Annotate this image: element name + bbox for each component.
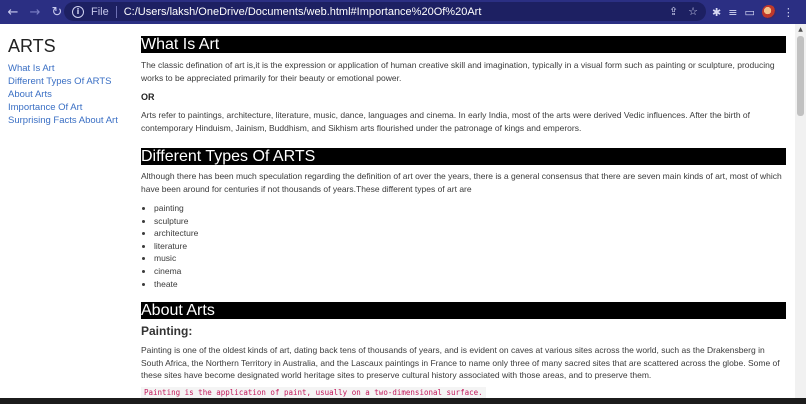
extensions-icon[interactable]: ✱ xyxy=(712,5,722,19)
share-icon[interactable]: ⇪ xyxy=(668,5,679,18)
toolbar-actions xyxy=(712,0,794,24)
sidebar-link-about[interactable]: About Arts xyxy=(8,89,52,100)
list-item: • painting xyxy=(154,202,786,215)
sidebar xyxy=(8,36,133,127)
scrollbar-thumb[interactable] xyxy=(797,36,804,116)
url-text[interactable]: C:/Users/laksh/OneDrive/Documents/web.html#Importance%20Of%20Art xyxy=(123,5,482,18)
profile-avatar[interactable] xyxy=(762,5,776,19)
types-paragraph: Although there has been much speculation regarding the definition of art over the years, there is a general consensus that there are seven main kinds of art, most of which have been around for centuries if not thousands of years.These different types of art are xyxy=(141,171,782,194)
painting-paragraph: Painting is one of the oldest kinds of art, dating back tens of thousands of years, and is evident on caves at various sites across the world, such as the Drakensberg in South Africa, the Northern Territory in Australia, and the Lascaux paintings in France to name only three of many sacred sites that are scattered across the globe. Some of these sites have become designated world heritage sites to preserve cultural history associated with those areas, and to preserve them. xyxy=(141,345,780,381)
list-item: • cinema xyxy=(154,265,786,278)
reload-icon[interactable]: ↻ xyxy=(51,4,63,20)
main-content xyxy=(141,36,786,400)
section-heading-types: Different Types Of ARTS xyxy=(141,148,786,165)
sidebar-link-what-is-art[interactable]: What Is Art xyxy=(8,63,55,74)
omnibox-actions xyxy=(669,2,698,21)
forward-icon[interactable]: → xyxy=(29,4,41,20)
list-item: • theate xyxy=(154,278,786,291)
scroll-up-icon[interactable]: ▲ xyxy=(798,26,803,33)
painting-subheading: Painting: xyxy=(141,324,193,339)
page-scrollbar[interactable] xyxy=(795,24,806,398)
list-item: • music xyxy=(154,252,786,265)
sidebar-link-types[interactable]: Different Types Of ARTS xyxy=(8,76,112,87)
taskbar-edge xyxy=(0,398,806,404)
star-icon[interactable]: ☆ xyxy=(688,5,698,18)
browser-toolbar xyxy=(0,0,806,24)
painting-code-note: Painting is the application of paint, usually on a two-dimensional surface. xyxy=(141,387,486,398)
list-item: • architecture xyxy=(154,227,786,240)
list-item: • literature xyxy=(154,240,786,253)
sidebar-link-importance[interactable]: Importance Of Art xyxy=(8,102,83,113)
site-title: ARTS xyxy=(8,36,56,56)
menu-icon[interactable]: ⋮ xyxy=(782,5,794,19)
file-label: File xyxy=(91,5,109,18)
back-icon[interactable]: ← xyxy=(7,4,19,20)
address-bar[interactable] xyxy=(64,2,706,21)
what-is-art-paragraph-2: Arts refer to paintings, architecture, literature, music, dance, languages and cinema. In early India, most of the arts were derived Vedic influences. After the birth of contemporary Hinduism, Jainism, Buddhism, and Sikhism arts flourished under the patronage of kings and emperors. xyxy=(141,110,751,133)
or-label: OR xyxy=(141,92,155,102)
section-heading-about: About Arts xyxy=(141,302,786,319)
types-list xyxy=(141,202,786,290)
list-item: • sculpture xyxy=(154,215,786,228)
split-view-icon[interactable]: ▭ xyxy=(744,5,755,19)
reading-list-icon[interactable]: ≡ xyxy=(728,5,738,19)
section-heading-what-is-art: What Is Art xyxy=(141,36,786,53)
divider xyxy=(116,6,117,18)
sidebar-link-facts[interactable]: Surprising Facts About Art xyxy=(8,115,118,126)
what-is-art-paragraph-1: The classic defination of art is,it is the expression or application of human creative skill and imagination, typically in a visual form such as painting or sculpture, producing works to be appreciated primarily for their beauty or emotional power. xyxy=(141,60,775,83)
info-icon[interactable]: i xyxy=(72,6,84,18)
